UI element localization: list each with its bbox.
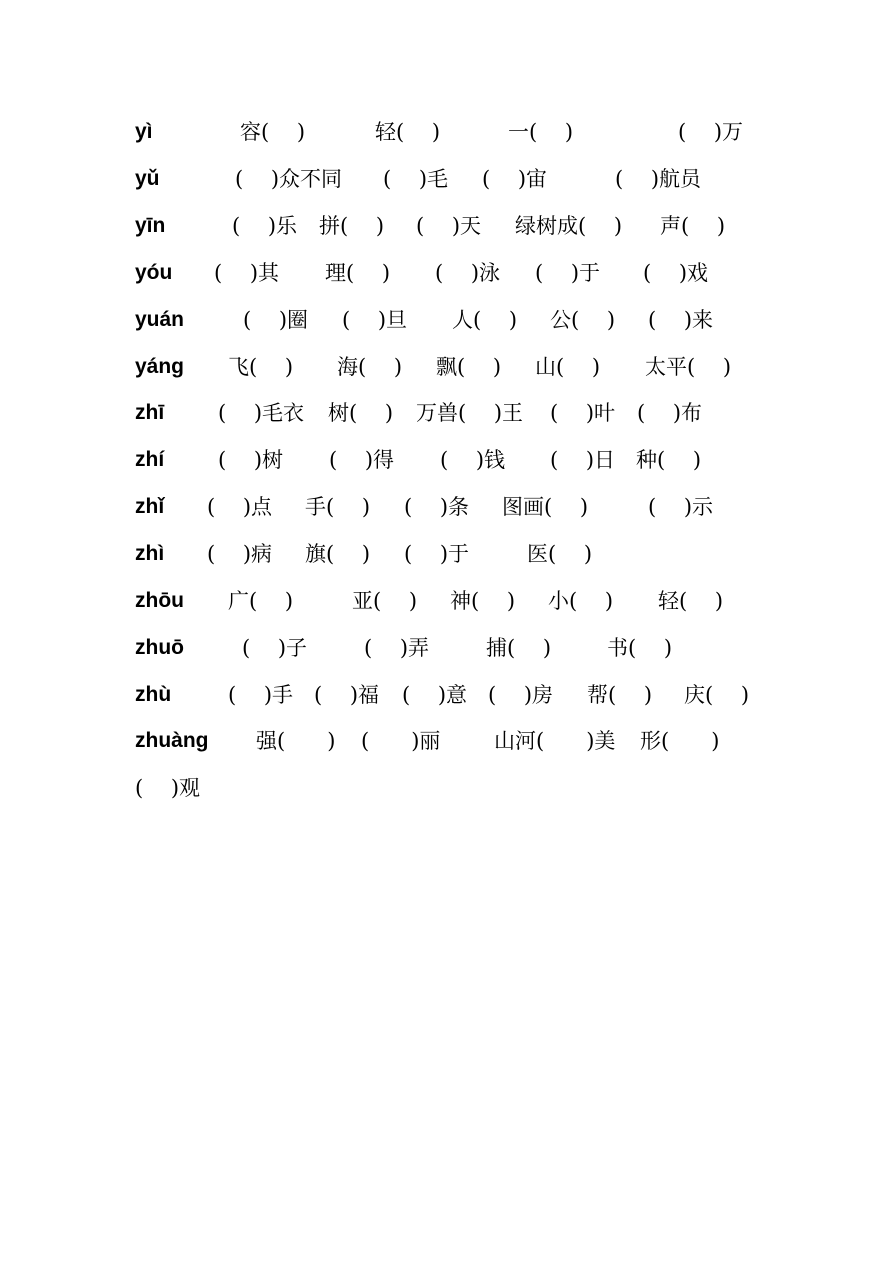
word-blank: 树( ) (328, 401, 394, 425)
word-blank: 图画( ) (502, 495, 589, 519)
pinyin-row-yin (0, 211, 892, 241)
word-blank: ( )丽 (361, 729, 441, 753)
pinyin-row-zhu (0, 680, 892, 710)
word-blank: 万兽( )王 (416, 401, 524, 425)
word-blank: ( )乐 (232, 214, 298, 238)
word-blank: ( )钱 (440, 448, 506, 472)
word-blank: 小( ) (548, 589, 614, 613)
word-blank: 书( ) (607, 636, 673, 660)
word-blank: ( )圈 (243, 308, 309, 332)
word-blank: 形( ) (640, 729, 720, 753)
word-blank: 庆( ) (684, 683, 750, 707)
pinyin-row-zhi4 (0, 539, 892, 569)
word-blank: 山河( )美 (494, 729, 616, 753)
pinyin-row-zhi1 (0, 398, 892, 428)
word-blank: ( )于 (535, 261, 601, 285)
word-blank: ( )房 (488, 683, 554, 707)
word-blank: ( )福 (314, 683, 380, 707)
pinyin-label: zhì (135, 542, 165, 565)
pinyin-row-zhi2 (0, 445, 892, 475)
word-blank: 飞( ) (228, 355, 294, 379)
pinyin-label: zhù (135, 683, 172, 706)
word-blank: ( )旦 (342, 308, 408, 332)
pinyin-label: zhōu (135, 589, 184, 612)
pinyin-label: yīn (135, 214, 166, 237)
word-blank: ( )毛衣 (218, 401, 305, 425)
word-blank: ( )示 (648, 495, 714, 519)
word-blank: 山( ) (535, 355, 601, 379)
word-blank: 种( ) (636, 448, 702, 472)
word-blank: ( )布 (637, 401, 703, 425)
word-blank: 医( ) (527, 542, 593, 566)
word-blank: ( )手 (228, 683, 294, 707)
word-blank: ( )点 (207, 495, 273, 519)
word-blank: ( )意 (402, 683, 468, 707)
word-blank: 轻( ) (658, 589, 724, 613)
word-blank: 广( ) (228, 589, 294, 613)
word-blank: 手( ) (305, 495, 371, 519)
word-blank: ( )其 (214, 261, 280, 285)
word-blank: 公( ) (550, 308, 616, 332)
word-blank: ( )弄 (364, 636, 430, 660)
word-blank: ( )于 (404, 542, 470, 566)
word-blank: 声( ) (660, 214, 726, 238)
word-blank: ( )病 (207, 542, 273, 566)
word-blank: 帮( ) (587, 683, 653, 707)
word-blank: 轻( ) (375, 120, 441, 144)
pinyin-row-zhuo (0, 633, 892, 663)
pinyin-label: zhǐ (135, 495, 165, 518)
word-blank: 飘( ) (436, 355, 502, 379)
word-blank: ( )航员 (615, 167, 702, 191)
pinyin-label: yáng (135, 355, 185, 378)
pinyin-row-yuan (0, 305, 892, 335)
word-blank: ( )日 (550, 448, 616, 472)
pinyin-label: yì (135, 120, 153, 143)
pinyin-row-yu (0, 164, 892, 194)
word-blank: ( )得 (329, 448, 395, 472)
word-blank: ( )泳 (435, 261, 501, 285)
word-blank: 人( ) (452, 308, 518, 332)
word-blank: ( )树 (218, 448, 284, 472)
pinyin-row-yang (0, 352, 892, 382)
word-blank: 旗( ) (305, 542, 371, 566)
pinyin-label: zhī (135, 401, 165, 424)
pinyin-label: yuán (135, 308, 185, 331)
pinyin-row-zhou (0, 586, 892, 616)
word-blank: 理( ) (325, 261, 391, 285)
word-blank: 神( ) (450, 589, 516, 613)
word-blank: ( )戏 (643, 261, 709, 285)
word-blank: ( )条 (404, 495, 470, 519)
word-blank: ( )子 (242, 636, 308, 660)
word-blank: 强( ) (256, 729, 336, 753)
pinyin-label: yóu (135, 261, 173, 284)
word-blank: 拼( ) (319, 214, 385, 238)
word-blank: 容( ) (240, 120, 306, 144)
word-blank: 海( ) (337, 355, 403, 379)
word-blank: ( )来 (648, 308, 714, 332)
word-blank: ( )叶 (550, 401, 616, 425)
word-blank: ( )万 (678, 120, 744, 144)
word-blank: ( )宙 (482, 167, 548, 191)
word-blank: 捕( ) (486, 636, 552, 660)
word-blank: ( )天 (416, 214, 482, 238)
word-blank: 太平( ) (645, 355, 732, 379)
continuation-row (0, 773, 892, 803)
pinyin-label: zhí (135, 448, 165, 471)
word-blank: ( )毛 (383, 167, 449, 191)
word-blank: 亚( ) (352, 589, 418, 613)
pinyin-label: zhuàng (135, 729, 209, 752)
word-blank: 绿树成( ) (515, 214, 623, 238)
pinyin-label: yǔ (135, 167, 160, 190)
word-blank: ( )观 (135, 776, 201, 800)
word-blank: 一( ) (508, 120, 574, 144)
pinyin-row-zhuang (0, 726, 892, 756)
pinyin-row-you (0, 258, 892, 288)
pinyin-row-zhi3 (0, 492, 892, 522)
pinyin-label: zhuō (135, 636, 184, 659)
word-blank: ( )众不同 (235, 167, 343, 191)
pinyin-row-yi (0, 117, 892, 147)
